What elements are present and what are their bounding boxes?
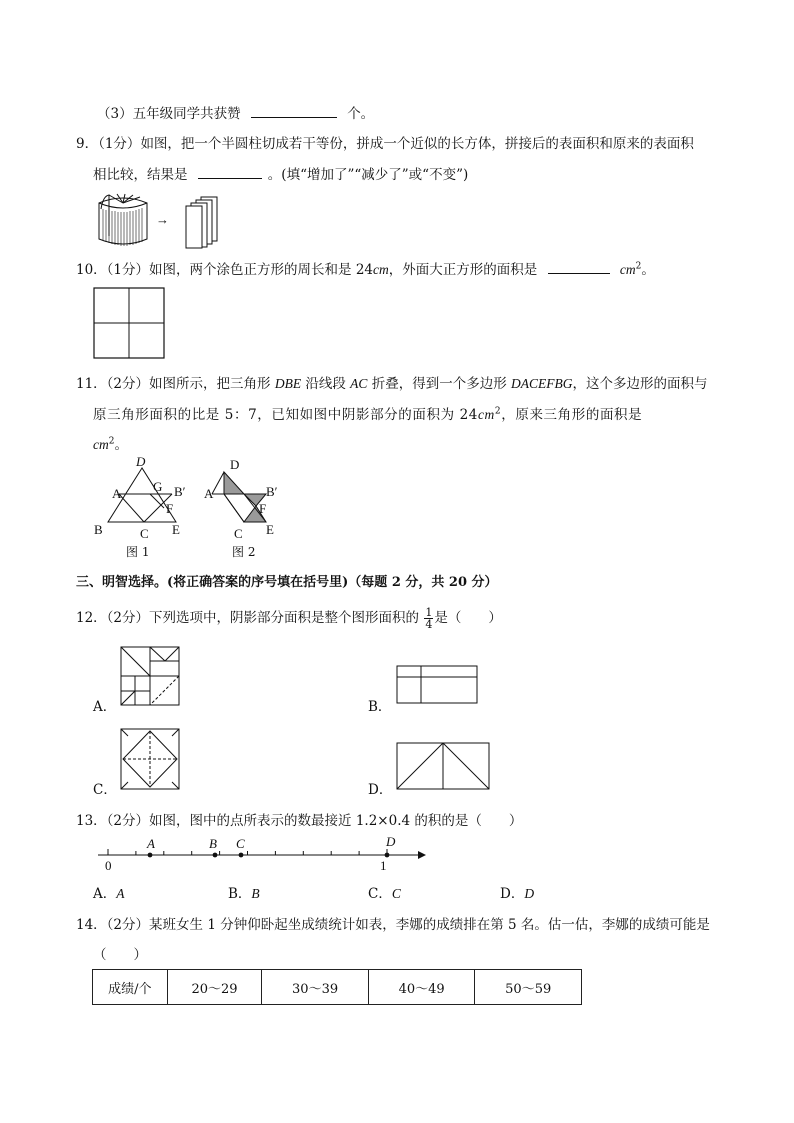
option-d-label: D． <box>500 886 525 902</box>
q11-ac: AC <box>350 376 368 391</box>
q13-number: 13．（2分） <box>76 813 150 829</box>
q11-unit: cm <box>477 407 495 422</box>
q10-text: 如图，两个涂色正方形的周长和是 <box>149 262 352 278</box>
q14-number: 14．（2分） <box>76 917 150 933</box>
q11-line3 <box>93 433 128 453</box>
option-b-value: B <box>251 886 260 901</box>
arrow-head-icon <box>418 851 426 859</box>
option-c-label: C． <box>368 886 392 902</box>
q12-option-c-figure[interactable] <box>120 728 180 790</box>
table-header-cell: 30～39 <box>262 970 369 1005</box>
q11-number: 11．（2分） <box>76 376 150 392</box>
q11-text: 如图所示，把三角形 <box>149 376 271 392</box>
label-a2: A <box>204 486 214 501</box>
answer-blank[interactable] <box>548 273 610 274</box>
q12-line <box>76 606 502 630</box>
label-d: D <box>136 454 146 469</box>
q10-sup: 2 <box>635 261 642 272</box>
number-line <box>96 834 432 874</box>
q13-option-d[interactable] <box>500 882 534 902</box>
q11-area: 24 <box>459 407 478 423</box>
point-b-label: B <box>209 836 217 851</box>
label-bp: B′ <box>174 484 186 499</box>
label-g: G <box>153 479 163 494</box>
q9-text: 如图，把一个半圆柱切成若干等份，拼成一个近似的长方体，拼接后的表面积和原来的表面积 <box>140 136 694 152</box>
option-b-label: B． <box>228 886 252 902</box>
q9-text2: 相比较，结果是 <box>93 167 188 183</box>
q12-option-a-figure[interactable] <box>120 646 180 706</box>
label-d2: D <box>230 457 240 472</box>
half-cylinder-shape <box>99 194 147 246</box>
option-a-label: A． <box>93 886 117 902</box>
q11-text6: ，原来三角形的面积是 <box>501 407 643 423</box>
label-f: F <box>166 501 174 516</box>
q13-text: 如图，图中的点所表示的数最接近 1.2×0.4 的积的是（ ） <box>149 813 523 829</box>
q11-text3: 折叠，得到一个多边形 <box>371 376 507 392</box>
q11-unit3: cm <box>93 437 109 452</box>
point-a-label: A <box>147 836 155 851</box>
q10-unit2: cm <box>619 262 636 277</box>
table-header-cell: 50～59 <box>475 970 582 1005</box>
answer-blank[interactable] <box>251 117 337 118</box>
label-e: E <box>172 522 180 537</box>
table-header-cell: 40～49 <box>368 970 475 1005</box>
q11-figure2 <box>200 456 310 560</box>
label-c: C <box>140 526 149 541</box>
q9-line1 <box>76 132 694 152</box>
point-d-label: D <box>386 834 396 849</box>
option-d-value: D <box>524 886 535 901</box>
answer-blank[interactable] <box>198 178 262 179</box>
one-label: 1 <box>380 858 387 873</box>
cuboid-shape <box>186 197 217 248</box>
q13-option-b[interactable] <box>228 882 260 902</box>
q11-text2: 沿线段 <box>305 376 346 392</box>
q13-line <box>76 809 522 829</box>
score-table <box>92 969 582 1005</box>
point-b <box>213 853 218 858</box>
section-title: 三、明智选择。(将正确答案的序号填在括号里)（每题 2 分，共 20 分） <box>76 575 498 590</box>
fraction-quarter <box>424 607 433 630</box>
q11-dbe: DBE <box>274 376 302 391</box>
q10-value: 24 <box>355 262 374 278</box>
q11-line2 <box>93 403 642 423</box>
table-header-cell: 20～29 <box>167 970 262 1005</box>
label-bp2: B′ <box>266 484 278 499</box>
q8-part3 <box>97 102 374 122</box>
q9-text3: 。(填“增加了”“减少了”或“不变”) <box>267 167 469 183</box>
q11-text4: ，这个多边形的面积与 <box>572 376 708 392</box>
q11-sup: 2 <box>494 406 502 417</box>
fig2-caption: 图 2 <box>232 545 256 559</box>
point-c-label: C <box>236 836 245 851</box>
label-a: A <box>112 486 122 501</box>
q13-option-c[interactable] <box>368 882 401 902</box>
point-a <box>148 853 153 858</box>
q14-line1 <box>76 913 710 933</box>
q14-text: 某班女生 1 分钟仰卧起坐成绩统计如表，李娜的成绩排在第 5 名。估一估，李娜的成绩可能是 <box>149 917 710 933</box>
q13-option-a[interactable] <box>93 882 125 902</box>
arrow-icon: → <box>156 212 169 227</box>
label-c2: C <box>234 526 243 541</box>
q10-figure <box>93 287 165 359</box>
q11-end: 。 <box>114 437 128 453</box>
label-f2: F <box>259 501 267 516</box>
q12-option-d-figure[interactable] <box>396 742 490 790</box>
q12-option-a-label[interactable]: A． <box>93 699 117 715</box>
q12-option-d-label[interactable]: D． <box>368 782 393 798</box>
q10-line1 <box>76 258 655 278</box>
q9-line2 <box>93 163 468 183</box>
q11-figure1 <box>90 456 200 560</box>
q9-figure <box>95 193 225 249</box>
q11-line1 <box>76 372 708 392</box>
option-a-value: A <box>116 886 125 901</box>
q12-number: 12．（2分） <box>76 610 150 626</box>
point-d <box>385 853 390 858</box>
q10-unit: cm <box>373 262 389 277</box>
zero-label: 0 <box>105 858 112 873</box>
table-row <box>93 970 582 1005</box>
q11-poly: DACEFBG <box>511 376 573 391</box>
q10-end: 。 <box>641 262 655 278</box>
q12-text: 下列选项中，阴影部分面积是整个图形面积的 <box>149 610 420 626</box>
q10-text2: ，外面大正方形的面积是 <box>388 262 538 278</box>
shaded-region-top <box>224 472 244 494</box>
q14-line2[interactable]: （ ） <box>93 947 147 963</box>
q11-text5: 原三角形面积的比是 5：7，已知如图中阴影部分的面积为 <box>93 407 455 423</box>
q12-option-b-figure[interactable] <box>396 665 478 705</box>
q12-text2: 是（ ） <box>434 610 502 626</box>
frac-den: 4 <box>425 618 433 631</box>
q8-part3-end: 个。 <box>347 106 375 122</box>
q9-number: 9．（1分） <box>76 136 141 152</box>
frac-num: 1 <box>425 606 433 619</box>
q8-part3-text: （3）五年级同学共获赞 <box>97 106 241 122</box>
fig1-caption: 图 1 <box>126 545 150 559</box>
point-c <box>239 853 244 858</box>
q12-option-b-label[interactable]: B． <box>368 699 392 715</box>
option-c-value: C <box>391 886 401 901</box>
q10-number: 10．（1分） <box>76 262 150 278</box>
q12-option-c-label[interactable]: C． <box>93 782 117 798</box>
label-e2: E <box>266 522 274 537</box>
table-header-cell: 成绩/个 <box>93 970 168 1005</box>
q11-sup3: 2 <box>108 436 115 447</box>
label-b: B <box>94 522 103 537</box>
